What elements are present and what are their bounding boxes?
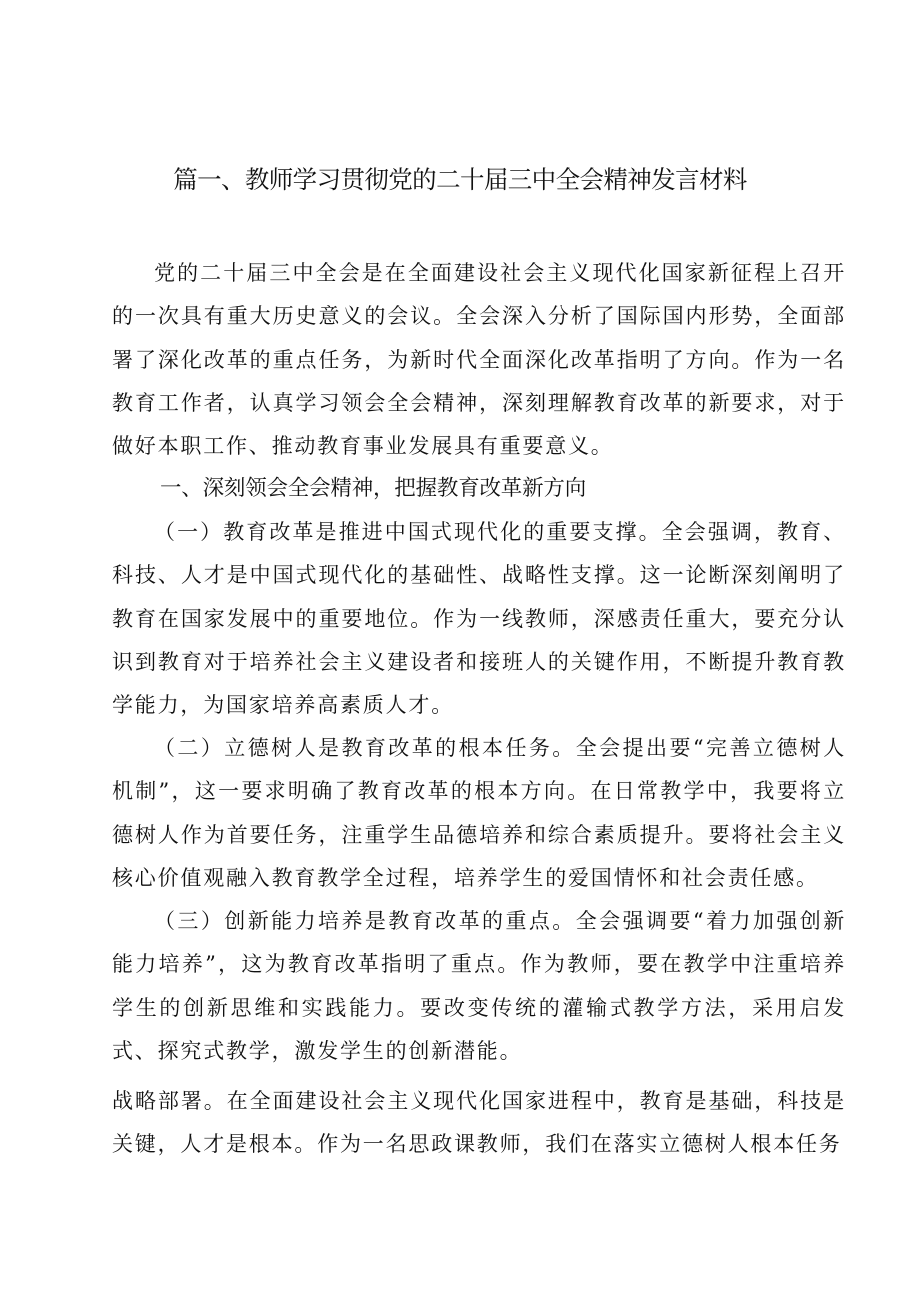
point-two-paragraph: （二）立德树人是教育改革的根本任务。全会提出要“完善立德树人机制”，这一要求明确了教育改革的根本方向。在日常教学中，我要将立德树人作为首要任务，注重学生品德培养和综合素质提升。要将社会主义核心价值观融入教育教学全过程，培养学生的爱国情怀和社会责任感。 xyxy=(112,736,846,890)
intro-paragraph: 党的二十届三中全会是在全面建设社会主义现代化国家新征程上召开的一次具有重大历史意义的会议。全会深入分析了国际国内形势，全面部署了深化改革的重点任务，为新时代全面深化改革指明了方向。作为一名教育工作者，认真学习领会全会精神，深刻理解教育改革的新要求，对于做好本职工作、推动教育事业发展具有重要意义。 xyxy=(112,261,846,459)
continuation-paragraph: 战略部署。在全面建设社会主义现代化国家进程中，教育是基础，科技是关键，人才是根本。作为一名思政课教师，我们在落实立德树人根本任务 xyxy=(112,1089,846,1157)
document-title: 篇一、教师学习贯彻党的二十届三中全会精神发言材料 xyxy=(173,165,747,194)
point-one-paragraph: （一）教育改革是推进中国式现代化的重要支撑。全会强调，教育、科技、人才是中国式现代化的基础性、战略性支撑。这一论断深刻阐明了教育在国家发展中的重要地位。作为一线教师，深感责任重大，要充分认识到教育对于培养社会主义建设者和接班人的关键作用，不断提升教育教学能力，为国家培养高素质人才。 xyxy=(112,520,846,718)
point-three-paragraph: （三）创新能力培养是教育改革的重点。全会强调要“着力加强创新能力培养”，这为教育改革指明了重点。作为教师，要在教学中注重培养学生的创新思维和实践能力。要改变传统的灌输式教学方法，采用启发式、探究式教学，激发学生的创新潜能。 xyxy=(112,909,846,1063)
section-heading: 一、深刻领会全会精神，把握教育改革新方向 xyxy=(160,476,587,501)
